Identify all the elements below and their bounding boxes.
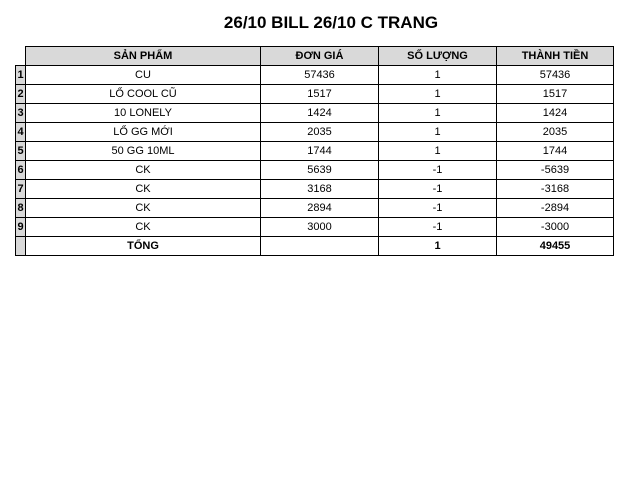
product-cell: 10 LONELY (26, 104, 261, 123)
unit-price-cell: 1424 (261, 104, 379, 123)
header-line-total: THÀNH TIỀN (497, 47, 614, 66)
total-quantity-cell: 1 (379, 237, 497, 256)
header-product: SẢN PHẨM (26, 47, 261, 66)
table-row (16, 142, 614, 161)
total-label: TỔNG (26, 237, 261, 256)
quantity-cell: 1 (379, 66, 497, 85)
product-cell: 50 GG 10ML (26, 142, 261, 161)
line-total-cell: 57436 (497, 66, 614, 85)
line-total-cell: -3000 (497, 218, 614, 237)
row-number: 1 (16, 66, 26, 85)
table-row (16, 104, 614, 123)
bill-table (15, 46, 614, 256)
unit-price-cell: 2894 (261, 199, 379, 218)
row-number: 9 (16, 218, 26, 237)
row-number: 2 (16, 85, 26, 104)
table-row (16, 180, 614, 199)
line-total-cell: -3168 (497, 180, 614, 199)
bill-title: 26/10 BILL 26/10 C TRANG (223, 13, 439, 32)
table-row (16, 218, 614, 237)
product-cell: CK (26, 199, 261, 218)
corner-cell (16, 47, 26, 66)
quantity-cell: 1 (379, 85, 497, 104)
quantity-cell: -1 (379, 218, 497, 237)
line-total-cell: -2894 (497, 199, 614, 218)
product-cell: CK (26, 218, 261, 237)
table-row (16, 161, 614, 180)
row-number-blank (16, 237, 26, 256)
unit-price-cell: 1517 (261, 85, 379, 104)
row-number: 6 (16, 161, 26, 180)
line-total-cell: -5639 (497, 161, 614, 180)
quantity-cell: 1 (379, 142, 497, 161)
unit-price-cell: 2035 (261, 123, 379, 142)
total-unit-price-cell (261, 237, 379, 256)
unit-price-cell: 3168 (261, 180, 379, 199)
row-number: 7 (16, 180, 26, 199)
total-row (16, 237, 614, 256)
quantity-cell: -1 (379, 161, 497, 180)
table-row (16, 66, 614, 85)
product-cell: CK (26, 161, 261, 180)
table-row (16, 123, 614, 142)
product-cell: CU (26, 66, 261, 85)
quantity-cell: 1 (379, 123, 497, 142)
product-cell: CK (26, 180, 261, 199)
header-unit-price: ĐƠN GIÁ (261, 47, 379, 66)
row-number: 5 (16, 142, 26, 161)
table-row (16, 199, 614, 218)
line-total-cell: 2035 (497, 123, 614, 142)
row-number: 4 (16, 123, 26, 142)
product-cell: LỔ GG MỚI (26, 123, 261, 142)
unit-price-cell: 3000 (261, 218, 379, 237)
table-row (16, 85, 614, 104)
line-total-cell: 1517 (497, 85, 614, 104)
unit-price-cell: 1744 (261, 142, 379, 161)
grand-total-cell: 49455 (497, 237, 614, 256)
unit-price-cell: 57436 (261, 66, 379, 85)
line-total-cell: 1744 (497, 142, 614, 161)
unit-price-cell: 5639 (261, 161, 379, 180)
quantity-cell: -1 (379, 180, 497, 199)
quantity-cell: -1 (379, 199, 497, 218)
row-number: 3 (16, 104, 26, 123)
quantity-cell: 1 (379, 104, 497, 123)
line-total-cell: 1424 (497, 104, 614, 123)
product-cell: LỔ COOL CŨ (26, 85, 261, 104)
header-row (16, 47, 614, 66)
header-quantity: SỐ LƯỢNG (379, 47, 497, 66)
row-number: 8 (16, 199, 26, 218)
